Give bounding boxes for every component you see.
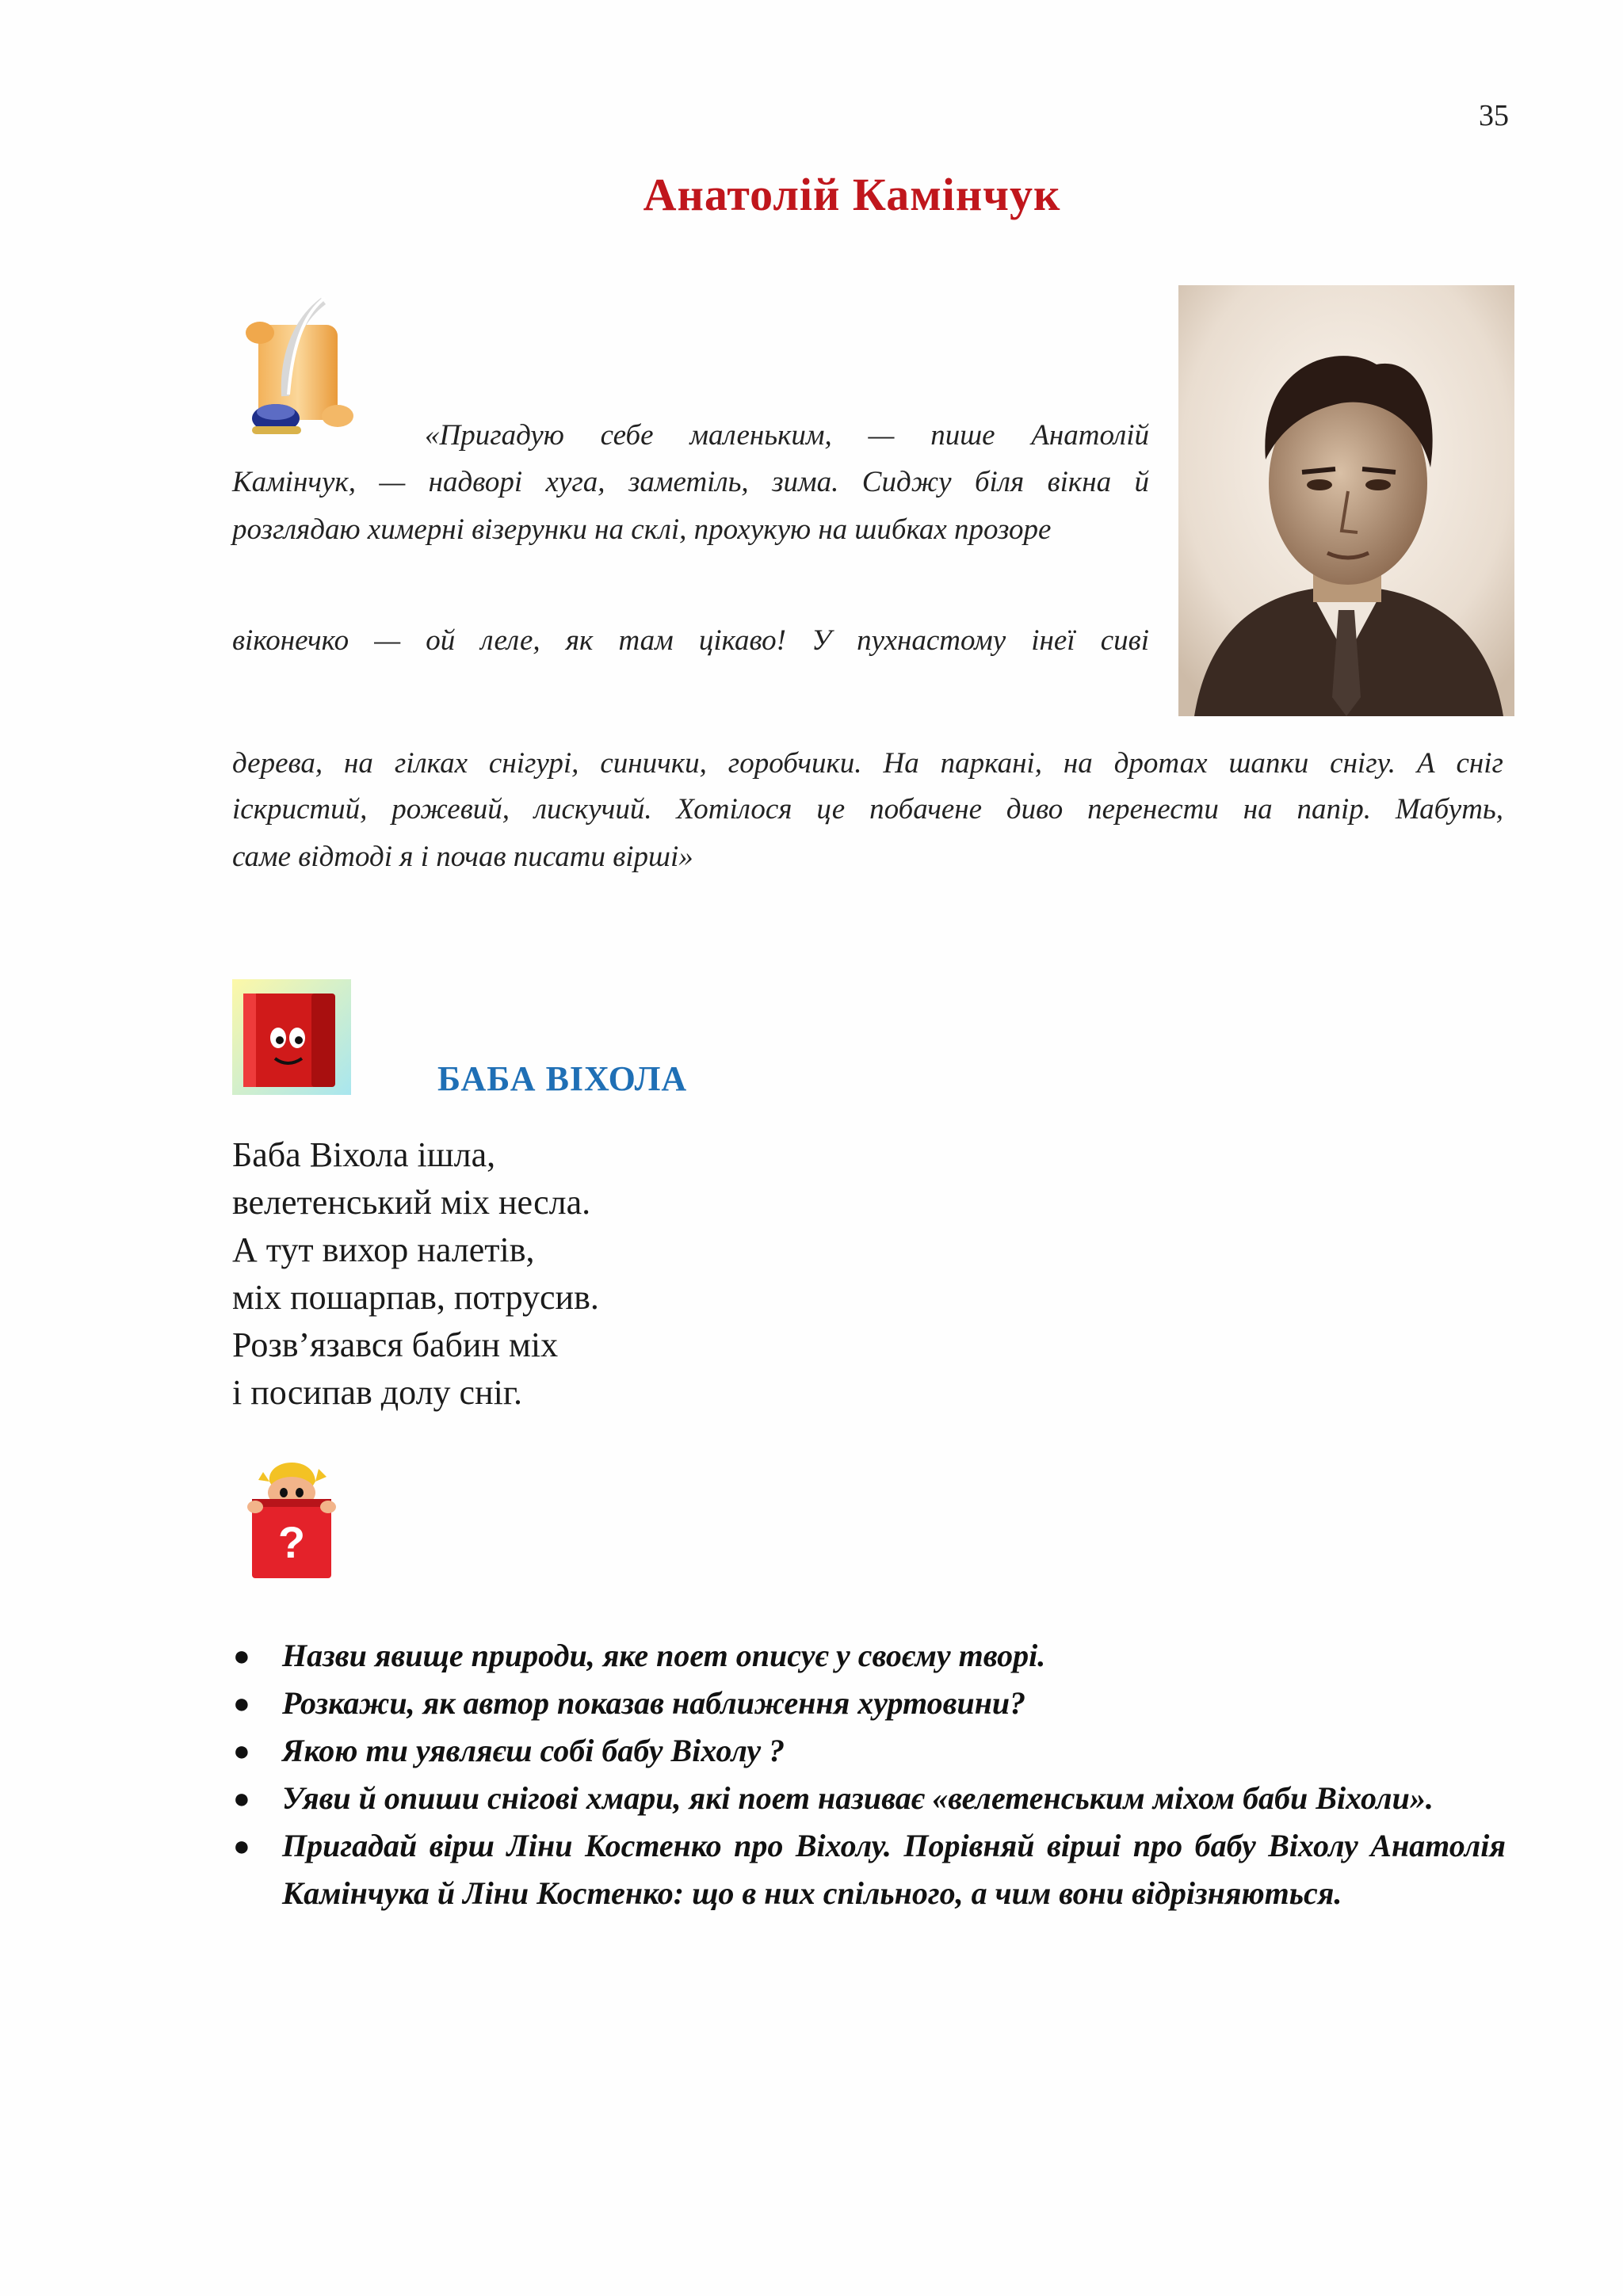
- bullet-icon: ●: [233, 1640, 250, 1672]
- svg-text:?: ?: [277, 1517, 306, 1567]
- quote-line: «Пригадую себе маленьким, — пише Анатолій: [425, 419, 1149, 452]
- quote-line: іскристий, рожевий, лискучий. Хотілося це побачене диво перенести на папір. Мабуть,: [232, 793, 1503, 826]
- quote-line: Камінчук, — надворі хуга, заметіль, зима. Сиджу біля вікна й: [232, 466, 1149, 498]
- quill-scroll-icon: [236, 293, 363, 444]
- author-portrait: [1178, 285, 1514, 716]
- bullet-icon: ●: [233, 1735, 250, 1767]
- poem-line: і посипав долу сніг.: [232, 1373, 522, 1412]
- questions-list: [230, 1632, 1506, 1917]
- bullet-icon: ●: [233, 1688, 250, 1719]
- question-item: [230, 1632, 1506, 1680]
- question-item: [230, 1680, 1506, 1727]
- question-text: Розкажи, як автор показав наближення хуртовини?: [282, 1685, 1026, 1721]
- author-title: Анатолій Камінчук: [643, 169, 1061, 220]
- poem-line: міх пошарпав, потрусив.: [232, 1278, 599, 1317]
- quote-line: віконечко — ой леле, як там цікаво! У пухнастому інеї сиві: [232, 624, 1149, 657]
- quote-line: розглядаю химерні візерунки на склі, прохукую на шибках прозоре: [232, 513, 1052, 546]
- question-book-icon: [242, 1458, 336, 1583]
- bullet-icon: ●: [233, 1830, 250, 1862]
- question-text: Назви явище природи, яке поет описує у своєму творі.: [282, 1638, 1046, 1673]
- poem-line: Баба Віхола ішла,: [232, 1135, 496, 1174]
- question-text: Якою ти уявляєш собі бабу Віхолу ?: [282, 1733, 785, 1768]
- poem-line: велетенський міх несла.: [232, 1183, 591, 1222]
- question-item: [230, 1822, 1506, 1917]
- poem: [232, 1131, 599, 1417]
- quote-line: дерева, на гілках снігурі, синички, горобчики. На паркані, на дротах шапки снігу. А сніг: [232, 747, 1503, 780]
- bullet-icon: ●: [233, 1783, 250, 1814]
- quote-line: саме відтоді я і почав писати вірші»: [232, 841, 693, 873]
- poem-line: А тут вихор налетів,: [232, 1230, 535, 1269]
- question-text: Уяви й опиши снігові хмари, які поет називає «велетенським міхом баби Віхоли».: [282, 1780, 1434, 1816]
- red-book-icon: [232, 979, 351, 1095]
- poem-title: БАБА ВІХОЛА: [437, 1059, 688, 1098]
- page-number: 35: [1479, 99, 1509, 132]
- poem-line: Розв’язався бабин міх: [232, 1325, 559, 1364]
- question-text: Пригадай вірш Ліни Костенко про Віхолу. Порівняй вірші про бабу Віхолу Анатолія Камінчука й Ліни Костенко: що в них спільного, а чим вони відрізняються.: [282, 1828, 1506, 1911]
- question-item: [230, 1775, 1506, 1822]
- question-item: [230, 1727, 1506, 1775]
